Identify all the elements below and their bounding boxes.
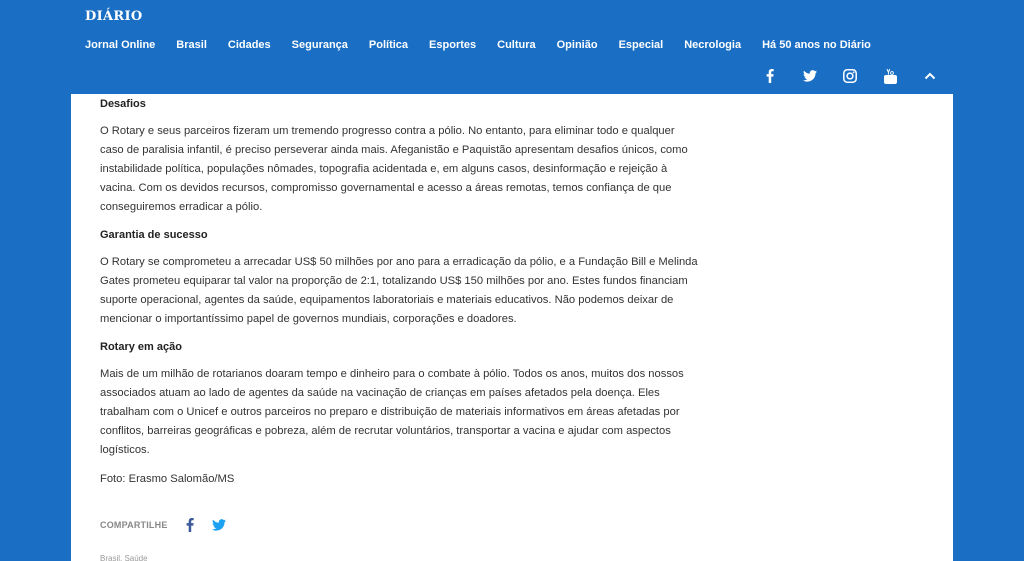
header-social-links	[739, 67, 939, 85]
article-container	[71, 94, 953, 561]
nav-item-cidades[interactable]: Cidades	[227, 39, 271, 51]
share-twitter-icon[interactable]	[212, 519, 226, 531]
nav-item-brasil[interactable]: Brasil	[176, 39, 207, 51]
share-bar	[100, 518, 226, 532]
section-heading-garantia: Garantia de sucesso	[100, 229, 208, 241]
main-nav	[85, 39, 892, 51]
chevron-up-icon[interactable]	[921, 67, 939, 85]
paragraph-garantia: O Rotary se comprometeu a arrecadar US$ 50 milhões por ano para a erradicação da pólio, e a Fundação Bill e Melinda Gates prometeu equiparar tal valor na proporção de 2:1, totalizando US$ 150 milhões por ano. Estes fundos financiam suporte operacional, agentes da saúde, equipamentos laboratoriais e materiais educativos. Não podemos deixar de mencionar o importantíssimo papel de governos mundiais, corporações e doadores.	[100, 256, 698, 325]
section-heading-rotary-em-acao: Rotary em ação	[100, 341, 182, 353]
nav-item-esportes[interactable]: Esportes	[429, 39, 477, 51]
share-label: COMPARTILHE	[100, 520, 168, 530]
youtube-icon[interactable]	[881, 67, 899, 85]
instagram-icon[interactable]	[841, 67, 859, 85]
nav-item-cultura[interactable]: Cultura	[497, 39, 536, 51]
article-body	[100, 94, 700, 499]
nav-item-especial[interactable]: Especial	[618, 39, 664, 51]
nav-item-jornal-online[interactable]: Jornal Online	[85, 39, 156, 51]
paragraph-desafios: O Rotary e seus parceiros fizeram um tremendo progresso contra a pólio. No entanto, para eliminar todo e qualquer caso de paralisia infantil, é preciso perseverar ainda mais. Afeganistão e Paquistão apresentam desafios únicos, como instabilidade política, populações nômades, topografia acidentada e, em alguns casos, desinformação e rejeição à vacina. Com os devidos recursos, compromisso governamental e acesso a áreas remotas, temos confiança de que conseguiremos erradicar a pólio.	[100, 125, 688, 213]
photo-credit: Foto: Erasmo Salomão/MS	[100, 473, 235, 485]
share-facebook-icon[interactable]	[186, 518, 194, 532]
site-logo[interactable]: DIÁRIO	[85, 9, 143, 24]
nav-item-opiniao[interactable]: Opinião	[556, 39, 598, 51]
section-heading-desafios: Desafios	[100, 98, 146, 110]
twitter-icon[interactable]	[801, 67, 819, 85]
nav-item-ha-50-anos[interactable]: Há 50 anos no Diário	[762, 39, 871, 51]
article-tags[interactable]: Brasil, Saúde	[100, 554, 148, 561]
site-header	[0, 0, 1024, 94]
nav-item-necrologia[interactable]: Necrologia	[684, 39, 742, 51]
facebook-icon[interactable]	[761, 67, 779, 85]
paragraph-rotary-em-acao: Mais de um milhão de rotarianos doaram tempo e dinheiro para o combate à pólio. Todos os anos, muitos dos nossos associados atuam ao lado de agentes da saúde na vacinação de crianças em países afetados pela doença. Eles trabalham com o Unicef e outros parceiros no preparo e distribuição de materiais informativos em áreas afetadas por conflitos, barreiras geográficas e pobreza, além de recrutar voluntários, transportar a vacina e ajudar com aspectos logísticos.	[100, 368, 684, 456]
nav-item-seguranca[interactable]: Segurança	[291, 39, 348, 51]
nav-item-politica[interactable]: Política	[368, 39, 409, 51]
